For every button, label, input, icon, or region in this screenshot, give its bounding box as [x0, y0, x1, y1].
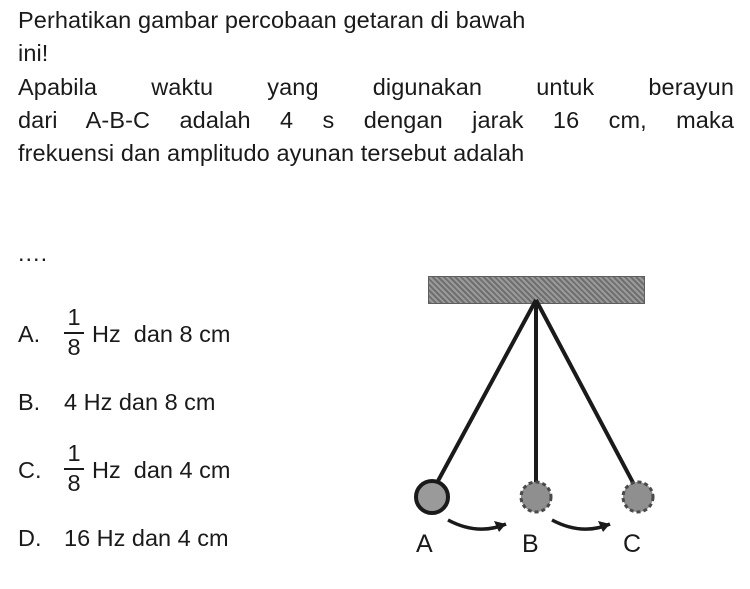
option-a-fraction	[64, 306, 84, 360]
label-position-c: C	[623, 530, 642, 558]
question-text	[18, 4, 734, 171]
option-c-denominator: 8	[67, 470, 81, 497]
question-line-1: Perhatikan gambar percobaan getaran di bawah	[18, 7, 526, 33]
option-a-letter: A.	[18, 320, 41, 347]
bob-c-icon	[623, 482, 653, 512]
string-to-a	[432, 300, 536, 492]
position-labels	[400, 530, 740, 570]
option-d[interactable]	[18, 504, 398, 572]
option-d-letter: D.	[18, 524, 42, 551]
option-c-numerator: 1	[67, 440, 81, 467]
option-c[interactable]	[18, 436, 398, 504]
pendulum-figure	[400, 262, 740, 582]
question-ellipsis: ....	[18, 240, 49, 266]
question-line-4: dari A-B-C adalah 4 s dengan jarak 16 cm, maka	[18, 107, 734, 134]
question-line-2: ini!	[18, 40, 49, 67]
option-c-text: Hz dan 4 cm	[92, 456, 231, 483]
label-position-a: A	[416, 530, 433, 558]
question-line-5: frekuensi dan amplitudo ayunan tersebut adalah	[18, 140, 525, 167]
option-a-denominator: 8	[67, 334, 81, 361]
label-position-b: B	[522, 530, 539, 558]
question-line-3: Apabila waktu yang digunakan untuk berayun	[18, 73, 734, 100]
option-c-fraction	[64, 442, 84, 496]
option-b-letter: B.	[18, 388, 41, 415]
string-to-c	[536, 300, 638, 492]
option-d-body	[64, 525, 229, 552]
option-b[interactable]	[18, 368, 398, 436]
option-b-body	[64, 389, 216, 416]
option-a-text: Hz dan 8 cm	[92, 320, 231, 347]
option-d-text: 16 Hz dan 4 cm	[64, 524, 229, 551]
bob-a-icon	[416, 481, 448, 513]
option-a-numerator: 1	[67, 304, 81, 331]
option-a[interactable]	[18, 300, 398, 368]
bob-b-icon	[521, 482, 551, 512]
option-b-text: 4 Hz dan 8 cm	[64, 388, 216, 415]
option-c-body	[64, 440, 231, 497]
answer-options-list	[18, 300, 398, 572]
option-c-letter: C.	[18, 456, 42, 483]
option-a-body	[64, 304, 231, 361]
